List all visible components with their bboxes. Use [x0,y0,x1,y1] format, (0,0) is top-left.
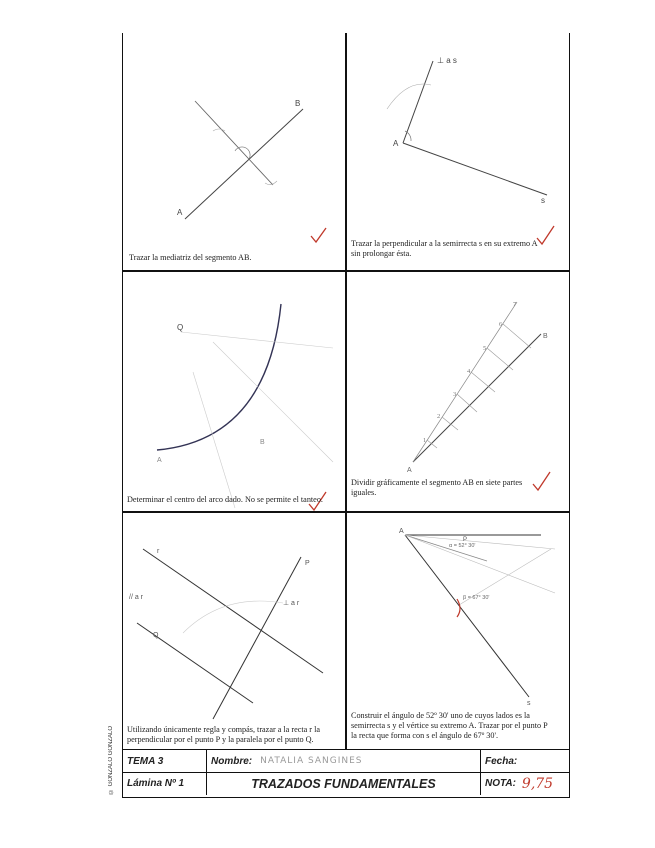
sheet-title-cell [207,772,481,795]
line-r [143,549,323,673]
line-r-label: r [157,548,160,555]
nombre-value: NATALIA SANGINES [260,756,363,766]
nombre-cell [207,750,481,772]
construction-line [181,332,333,348]
point-a-label: A [407,467,412,474]
point-b-label: B [260,439,265,446]
caption-line: semirrecta s y el vértice su extremo A. Trazar por el punto P [351,721,548,730]
point-b-label: B [295,99,301,108]
exercise-5-drawing [123,513,345,749]
fecha-label: Fecha: [485,755,518,767]
caption-line: Utilizando únicamente regla y compás, trazar a la recta r la [127,725,320,734]
exercise-2-caption [351,239,565,259]
caption-line: perpendicular por el punto P y la paralela por el punto Q. [127,735,314,744]
title-block-row-2 [123,772,569,795]
angle-label: β = 67° 30' [463,595,490,601]
ray-s-label: s [541,196,545,205]
exercise-grid [122,33,570,749]
exercise-4-drawing [347,272,569,511]
arc-mark [235,147,250,159]
division-line [503,324,531,348]
division-number: 6 [499,321,503,328]
exercise-1-caption: Trazar la mediatriz del segmento AB. [129,253,252,262]
caption-line: Dividir gráficamente el segmento AB en siete partes [351,478,523,487]
exercise-4 [347,272,569,511]
caption-line: Trazar la perpendicular a la semirrecta s en su extremo A [351,239,538,248]
segment-ab [185,109,303,219]
tema-cell [123,750,207,772]
point-q-label: Q [153,632,159,639]
point-a-label: A [393,139,399,148]
point-a-label: A [157,457,162,464]
point-a-label: A [177,208,183,217]
point-p-label: P [305,560,310,567]
division-line [487,348,513,370]
division-line [471,372,495,392]
nota-value: 9,75 [521,775,554,792]
construction-line [213,342,333,462]
exercise-2-drawing [347,33,569,270]
nota-cell [481,772,569,795]
division-number: 4 [467,368,471,375]
perpendicular-label: ⊥ a r [283,600,300,607]
sheet-title: TRAZADOS FUNDAMENTALES [251,776,436,791]
check-mark [311,228,326,242]
exercise-4-caption [351,478,565,498]
division-number: 3 [453,391,457,398]
angle-label: α = 52° 30' [449,543,476,549]
exercise-2 [347,33,569,270]
nota-label: NOTA: [485,778,516,789]
caption-line: sin prolongar ésta. [351,249,412,258]
angle-arc [457,599,460,617]
exercise-3-drawing [123,272,345,511]
parallel-label: // a r [129,594,144,601]
point-p-label: P [463,537,468,543]
ray-s [405,535,529,697]
side-credit: © GONZALO GONZALO [108,725,114,794]
perpendicular-line [213,557,301,719]
ray-s [403,143,547,195]
point-o-label: Q [177,323,184,332]
caption-line: la recta que forma con s el ángulo de 67º 30'. [351,731,499,740]
arc-mark [387,84,431,109]
exercise-6 [347,513,569,749]
exercise-3 [123,272,345,511]
exercise-3-caption: Determinar el centro del arco dado. No se permite el tanteo. [127,495,323,504]
lamina-text: Lámina Nº 1 [127,778,185,789]
arc-mark [213,129,225,131]
exercise-1-drawing [123,33,345,270]
exercise-5-caption [127,725,343,745]
division-number: 5 [483,345,487,352]
exercise-1 [123,33,345,270]
perpendicular-bisector [195,101,273,185]
division-number: 1 [423,437,427,444]
fecha-cell [481,750,569,772]
division-number: 2 [437,413,441,420]
perpendicular-line [403,61,433,143]
point-a-label: A [399,528,404,535]
title-block-row-1 [123,750,569,773]
nombre-label: Nombre: [211,755,253,767]
caption-line: Construir el ángulo de 52º 30' uno de cuyos lados es la [351,711,530,720]
exercise-5 [123,513,345,749]
ray-s-label: s [527,700,531,707]
exercise-6-caption [351,711,565,741]
title-block [122,749,570,798]
division-line [457,394,477,412]
point-b-label: B [543,333,548,340]
perpendicular-label: ⊥ a s [437,56,457,65]
tema-text: TEMA 3 [127,755,164,767]
caption-line: iguales. [351,488,377,497]
division-number: 7 [513,301,517,308]
lamina-cell [123,772,207,795]
given-arc [157,304,281,450]
segment-ab [413,334,541,462]
